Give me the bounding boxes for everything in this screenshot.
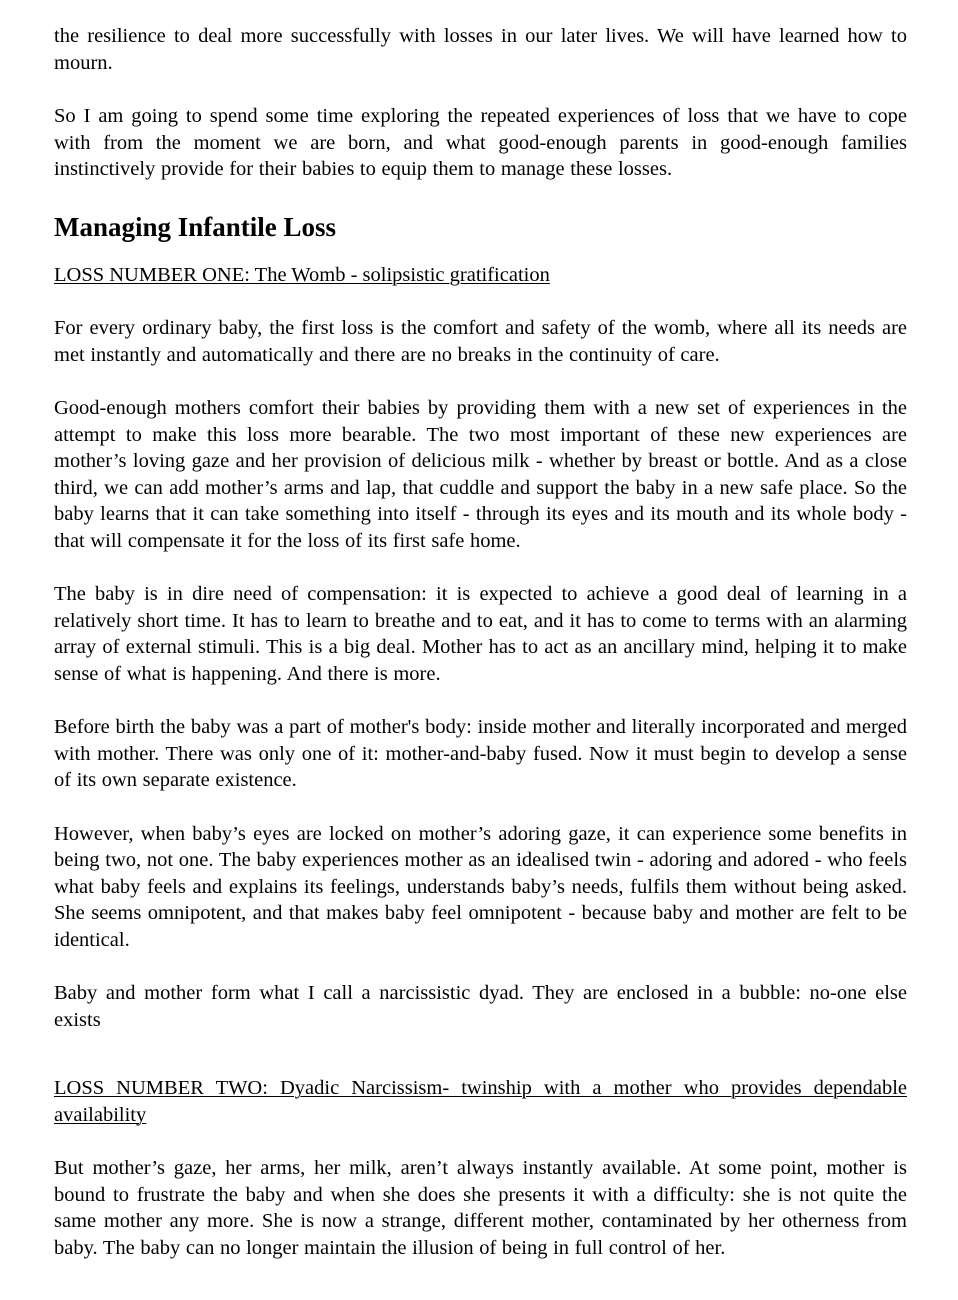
paragraph-exploring-loss: So I am going to spend some time exploring the repeated experiences of loss that we have to cope with from the moment we are born, and what good-enough parents in good-enough families instinctively provide for their babies to equip them to manage these losses. <box>54 105 907 180</box>
paragraph-before-birth: Before birth the baby was a part of mother's body: inside mother and literally incorporated and merged with mother. There was only one of it: mother-and-baby fused. Now it must begin to develop a sense of its own separate existence. <box>54 716 907 791</box>
paragraph-resilience: the resilience to deal more successfully with losses in our later lives. We will have learned how to mourn. <box>54 25 907 74</box>
paragraph-idealised-twin: However, when baby’s eyes are locked on mother’s adoring gaze, it can experience some benefits in being two, not one. The baby experiences mother as an idealised twin - adoring and adored - who feels what baby feels and explains its feelings, understands baby’s needs, fulfils them without being asked. She seems omnipotent, and that makes baby feel omnipotent - because baby and mother are felt to be identical. <box>54 822 907 951</box>
subheading-loss-two: LOSS NUMBER TWO: Dyadic Narcissism- twinship with a mother who provides dependable availability <box>54 1077 907 1126</box>
paragraph-first-loss: For every ordinary baby, the first loss is the comfort and safety of the womb, where all its needs are met instantly and automatically and there are no breaks in the continuity of care. <box>54 317 907 366</box>
paragraph-compensation: The baby is in dire need of compensation: it is expected to achieve a good deal of learning in a relatively short time. It has to learn to breathe and to eat, and it has to come to terms with an alarming array of external stimuli. This is a big deal. Mother has to act as an ancillary mind, helping it to make sense of what is happening. And there is more. <box>54 583 907 685</box>
subheading-loss-one: LOSS NUMBER ONE: The Womb - solipsistic gratification <box>54 263 550 286</box>
paragraph-narcissistic-dyad: Baby and mother form what I call a narcissistic dyad. They are enclosed in a bubble: no-one else exists <box>54 982 907 1031</box>
section-heading: Managing Infantile Loss <box>54 211 337 242</box>
paragraph-frustration: But mother’s gaze, her arms, her milk, aren’t always instantly available. At some point, mother is bound to frustrate the baby and when she does she presents it with a difficulty: she is not quite the same mother any more. She is now a strange, different mother, contaminated by her otherness from baby. The baby can no longer maintain the illusion of being in full control of her. <box>54 1157 907 1259</box>
paragraph-good-enough-mothers: Good-enough mothers comfort their babies by providing them with a new set of experiences in the attempt to make this loss more bearable. The two most important of these new experiences are mother’s loving gaze and her provision of delicious milk - whether by breast or bottle. And as a close third, we can add mother’s arms and lap, that cuddle and support the baby in a new safe place. So the baby learns that it can take something into itself - through its eyes and its mouth and its whole body - that will compensate it for the loss of its first safe home. <box>54 397 907 552</box>
document-page <box>54 23 907 1261</box>
